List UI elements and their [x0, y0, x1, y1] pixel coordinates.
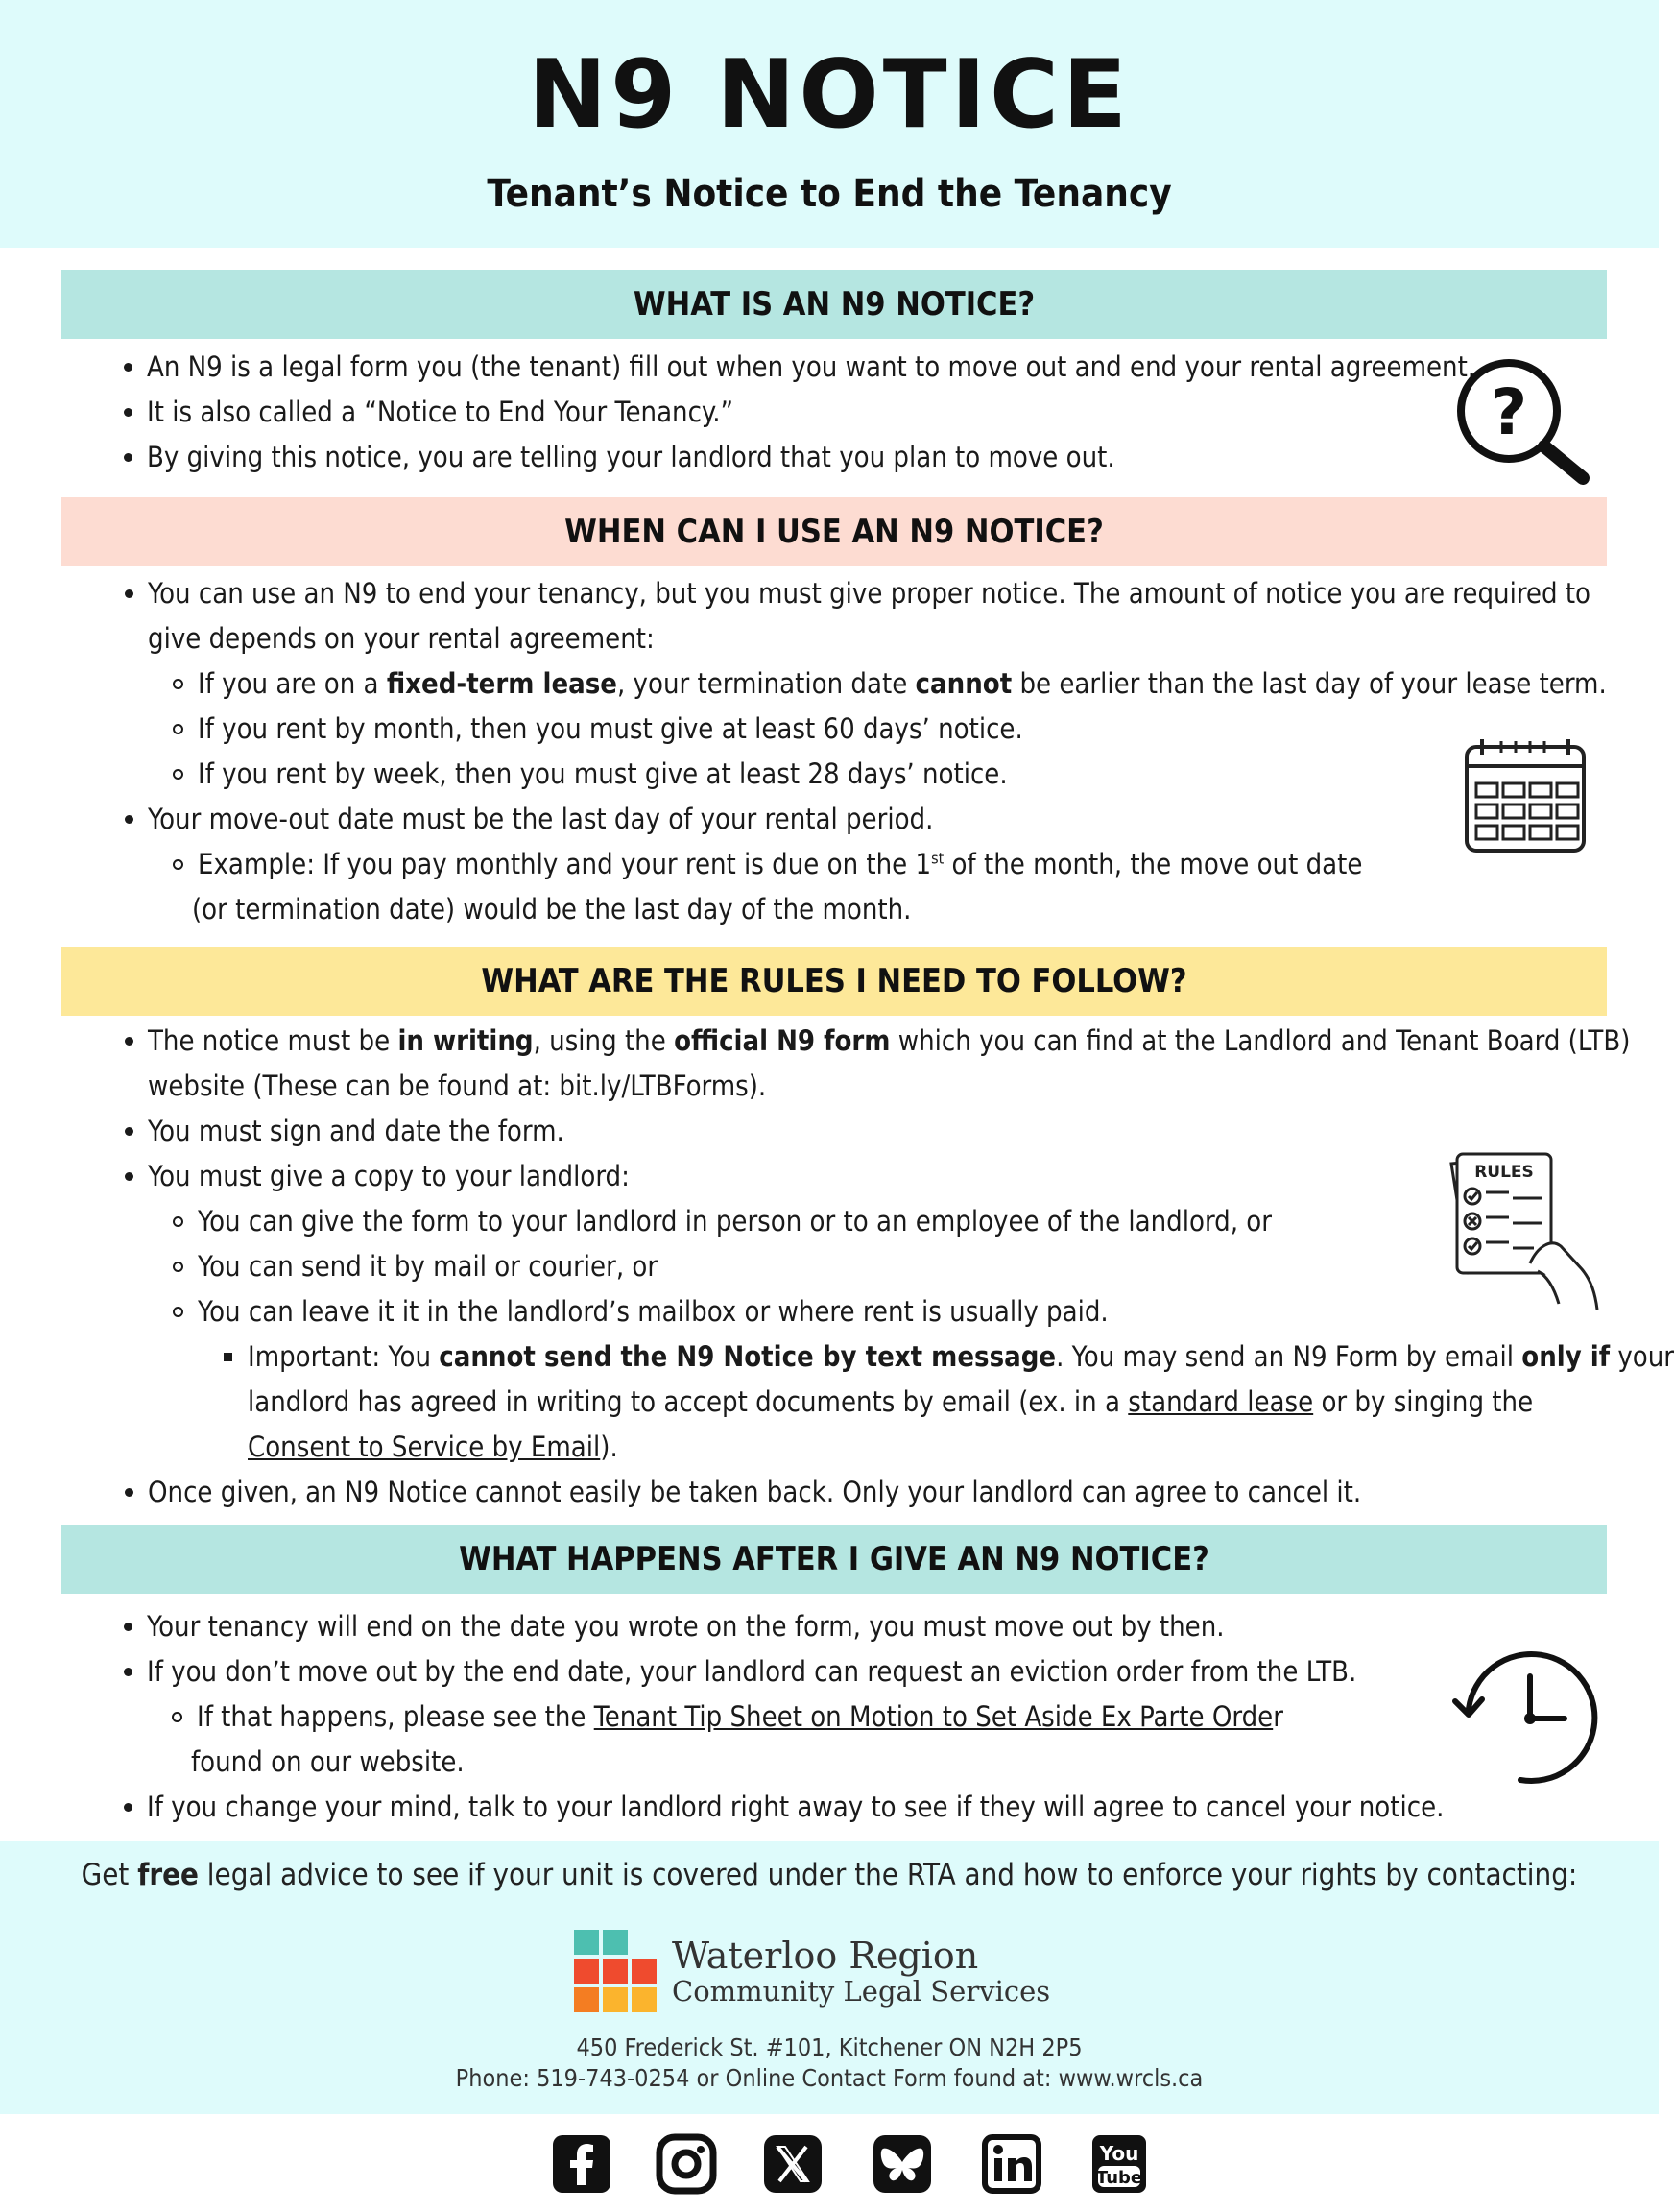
sub-list-item: If you are on a fixed-term lease, your termination date cannot be earlier than the last day of your lease term.: [198, 667, 1607, 700]
sub-list-item: You can give the form to your landlord in person or to an employee of the landlord, or: [198, 1205, 1272, 1238]
org-contact: Phone: 519-743-0254 or Online Contact Form found at: www.wrcls.ca: [455, 2064, 1204, 2092]
svg-text:?: ?: [1490, 375, 1528, 449]
org-address: 450 Frederick St. #101, Kitchener ON N2H 2P5: [576, 2033, 1083, 2061]
list-item-continuation: website (These can be found at: bit.ly/LTBForms).: [148, 1070, 767, 1102]
sub-list-item-continuation: (or termination date) would be the last day of the month.: [192, 893, 912, 926]
org-subname: Community Legal Services: [672, 1975, 1051, 2008]
x-twitter-icon[interactable]: [762, 2133, 824, 2195]
list-item: If you change your mind, talk to your landlord right away to see if they will agree to cancel your notice.: [147, 1791, 1445, 1823]
sub-list-item: Example: If you pay monthly and your rent is due on the 1st of the month, the move out date: [198, 848, 1363, 880]
section-heading-after: WHAT HAPPENS AFTER I GIVE AN N9 NOTICE?: [61, 1525, 1607, 1594]
list-item: Once given, an N9 Notice cannot easily be taken back. Only your landlord can agree to cancel it.: [148, 1476, 1362, 1508]
sub-sub-list-item-continuation: Consent to Service by Email).: [248, 1431, 618, 1463]
list-item: If you don’t move out by the end date, your landlord can request an eviction order from the LTB.: [147, 1655, 1357, 1688]
sub-list-item: You can leave it it in the landlord’s mailbox or where rent is usually paid.: [198, 1295, 1109, 1328]
sub-sub-list-item-continuation: landlord has agreed in writing to accept documents by email (ex. in a standard lease or by singing the: [248, 1385, 1534, 1418]
wrcls-logo-icon: [574, 1930, 658, 2014]
list-item: Your move-out date must be the last day of your rental period.: [148, 803, 934, 835]
instagram-icon[interactable]: [656, 2133, 717, 2195]
list-item: You must give a copy to your landlord:: [148, 1160, 630, 1192]
svg-text:Tube: Tube: [1095, 2168, 1143, 2188]
list-item: You must sign and date the form.: [148, 1115, 564, 1147]
rules-checklist-icon: [1438, 1150, 1603, 1313]
tenant-tip-sheet-link[interactable]: Tenant Tip Sheet on Motion to Set Aside Ex Parte Orde: [593, 1700, 1274, 1733]
standard-lease-link[interactable]: standard lease: [1128, 1385, 1314, 1418]
svg-text:You: You: [1099, 2142, 1139, 2165]
bluesky-icon[interactable]: [872, 2133, 933, 2195]
section-heading-what-is: WHAT IS AN N9 NOTICE?: [61, 270, 1607, 339]
page-title: N9 NOTICE: [528, 40, 1131, 150]
list-item: An N9 is a legal form you (the tenant) fill out when you want to move out and end your rental agreement.: [147, 350, 1476, 383]
sub-list-item-continuation: found on our website.: [191, 1745, 465, 1778]
linkedin-icon[interactable]: [981, 2133, 1042, 2195]
sub-list-item: If you rent by week, then you must give at least 28 days’ notice.: [198, 757, 1008, 790]
list-item: It is also called a “Notice to End Your Tenancy.”: [147, 396, 734, 428]
sub-list-item: You can send it by mail or courier, or: [198, 1250, 658, 1283]
clock-icon: [1447, 1647, 1601, 1791]
sub-list-item: If you rent by month, then you must give at least 60 days’ notice.: [198, 712, 1023, 745]
list-item: The notice must be in writing, using the official N9 form which you can find at the Landlord and Tenant Board (LTB): [148, 1024, 1631, 1057]
list-item: By giving this notice, you are telling your landlord that you plan to move out.: [147, 441, 1115, 473]
list-item: You can use an N9 to end your tenancy, but you must give proper notice. The amount of notice you are required to: [148, 577, 1591, 610]
section-heading-rules: WHAT ARE THE RULES I NEED TO FOLLOW?: [61, 947, 1607, 1016]
list-item: Your tenancy will end on the date you wrote on the form, you must move out by then.: [147, 1610, 1225, 1643]
legal-advice-note: Get free legal advice to see if your unit is covered under the RTA and how to enforce your rights by contacting:: [81, 1858, 1578, 1892]
list-item-continuation: give depends on your rental agreement:: [148, 622, 655, 655]
consent-to-service-link[interactable]: Consent to Service by Email: [248, 1431, 601, 1463]
section-heading-when: WHEN CAN I USE AN N9 NOTICE?: [61, 497, 1607, 566]
sub-list-item: If that happens, please see the Tenant Tip Sheet on Motion to Set Aside Ex Parte Order: [197, 1700, 1283, 1733]
sub-sub-list-item: Important: You cannot send the N9 Notice by text message. You may send an N9 Form by email only if your: [248, 1340, 1674, 1373]
youtube-icon[interactable]: [1088, 2133, 1150, 2195]
calendar-icon: [1463, 733, 1590, 856]
org-name: Waterloo Region: [672, 1935, 979, 1977]
question-magnifier-icon: [1451, 353, 1595, 486]
facebook-icon[interactable]: [551, 2133, 612, 2195]
svg-text:RULES: RULES: [1474, 1163, 1534, 1182]
page-subtitle: Tenant’s Notice to End the Tenancy: [487, 172, 1172, 216]
